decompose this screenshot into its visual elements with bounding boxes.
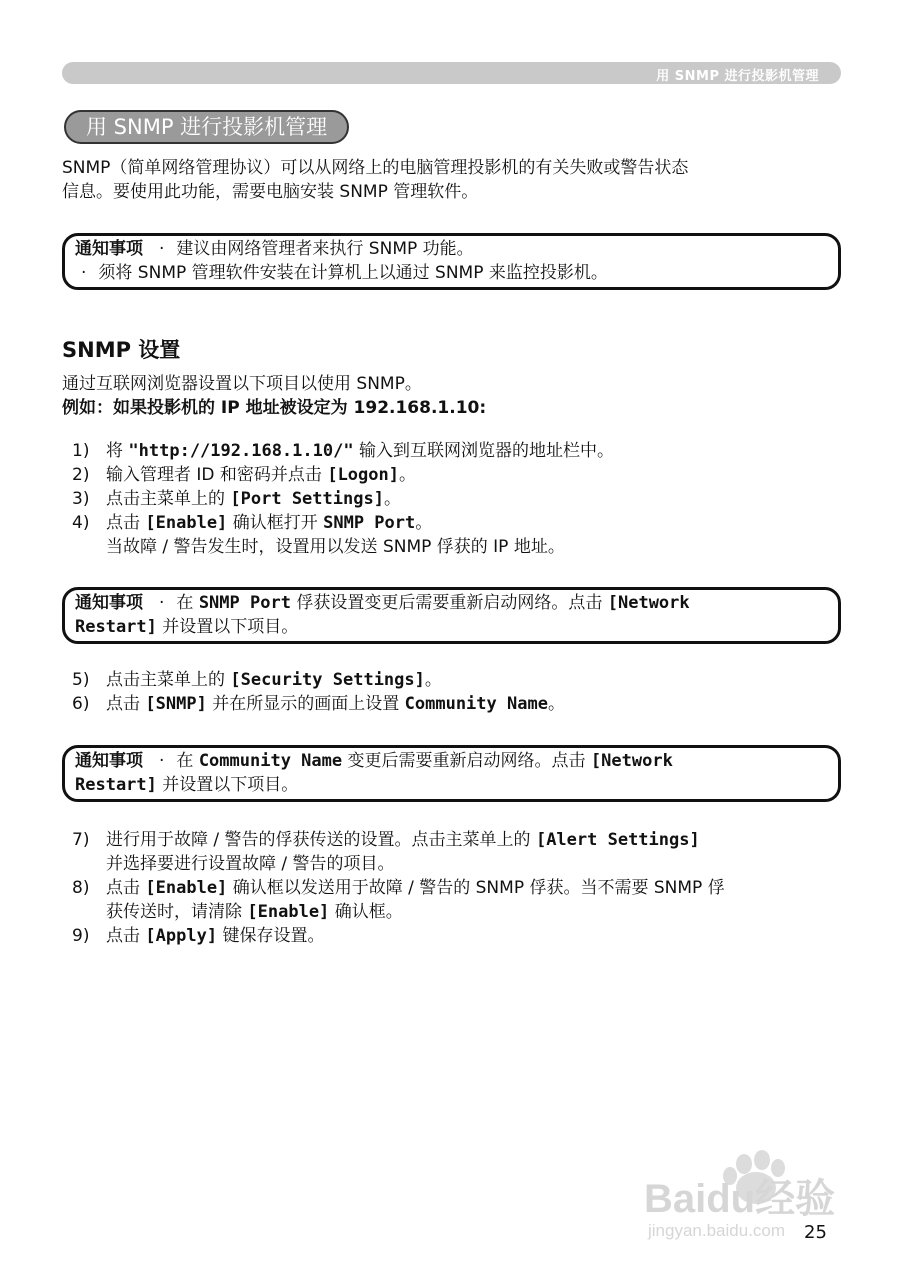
steps-list-a [62, 439, 852, 559]
notice-label: 通知事项 [75, 751, 143, 771]
notice-text: 须将 SNMP 管理软件安装在计算机上以通过 SNMP 来监控投影机。 [98, 263, 608, 283]
steps-list-b [62, 668, 852, 716]
intro-line-2: 信息。要使用此功能，需要电脑安装 SNMP 管理软件。 [62, 182, 479, 202]
list-item: 5) 点击主菜单上的 [Security Settings]。 [72, 670, 442, 690]
setup-intro: 通过互联网浏览器设置以下项目以使用 SNMP。 [62, 374, 422, 394]
notice-box-1 [62, 233, 841, 290]
intro-paragraph [62, 156, 852, 204]
notice-box-2: 通知事项 · 在 SNMP Port 俘获设置变更后需要重新启动网络。点击 [Network Restart] 并设置以下项目。 [62, 587, 841, 644]
running-header-title: 用 SNMP 进行投影机管理 [656, 69, 819, 84]
notice-label: 通知事项 [75, 239, 143, 259]
list-item: 8) 点击 [Enable] 确认框以发送用于故障 / 警告的 SNMP 俘获。当不需要 SNMP 俘 获传送时，请清除 [Enable] 确认框。 [72, 878, 725, 922]
bullet: · [159, 239, 165, 259]
snmp-setup-heading: SNMP 设置 [62, 338, 181, 362]
list-item: 1) 将 "http://192.168.1.10/" 输入到互联网浏览器的地址栏中。 [72, 441, 614, 461]
setup-example: 例如：如果投影机的 IP 地址被设定为 192.168.1.10: [62, 398, 487, 418]
bullet: · [159, 593, 165, 613]
list-item: 6) 点击 [SNMP] 并在所显示的画面上设置 Community Name。 [72, 694, 565, 714]
watermark-brand: Baidu经验 [644, 1177, 836, 1221]
bullet: · [81, 263, 87, 283]
notice-label: 通知事项 [75, 593, 143, 613]
list-item: 2) 输入管理者 ID 和密码并点击 [Logon]。 [72, 465, 416, 485]
section-title: 用 SNMP 进行投影机管理 [64, 110, 349, 144]
notice-text: 建议由网络管理者来执行 SNMP 功能。 [176, 239, 474, 259]
list-item: 3) 点击主菜单上的 [Port Settings]。 [72, 489, 401, 509]
list-item: 9) 点击 [Apply] 键保存设置。 [72, 926, 325, 946]
running-header-bar [62, 62, 841, 84]
steps-list-c [62, 828, 852, 948]
bullet: · [159, 751, 165, 771]
watermark-url: jingyan.baidu.com [648, 1221, 786, 1240]
page-number: 25 [804, 1222, 827, 1243]
intro-line-1: SNMP（简单网络管理协议）可以从网络上的电脑管理投影机的有关失败或警告状态 [62, 158, 689, 178]
notice-box-3: 通知事项 · 在 Community Name 变更后需要重新启动网络。点击 [Network Restart] 并设置以下项目。 [62, 745, 841, 802]
list-item: 4) 点击 [Enable] 确认框打开 SNMP Port。 当故障 / 警告发生时，设置用以发送 SNMP 俘获的 IP 地址。 [72, 513, 565, 557]
list-item: 7) 进行用于故障 / 警告的俘获传送的设置。点击主菜单上的 [Alert Settings] 并选择要进行设置故障 / 警告的项目。 [72, 830, 700, 874]
